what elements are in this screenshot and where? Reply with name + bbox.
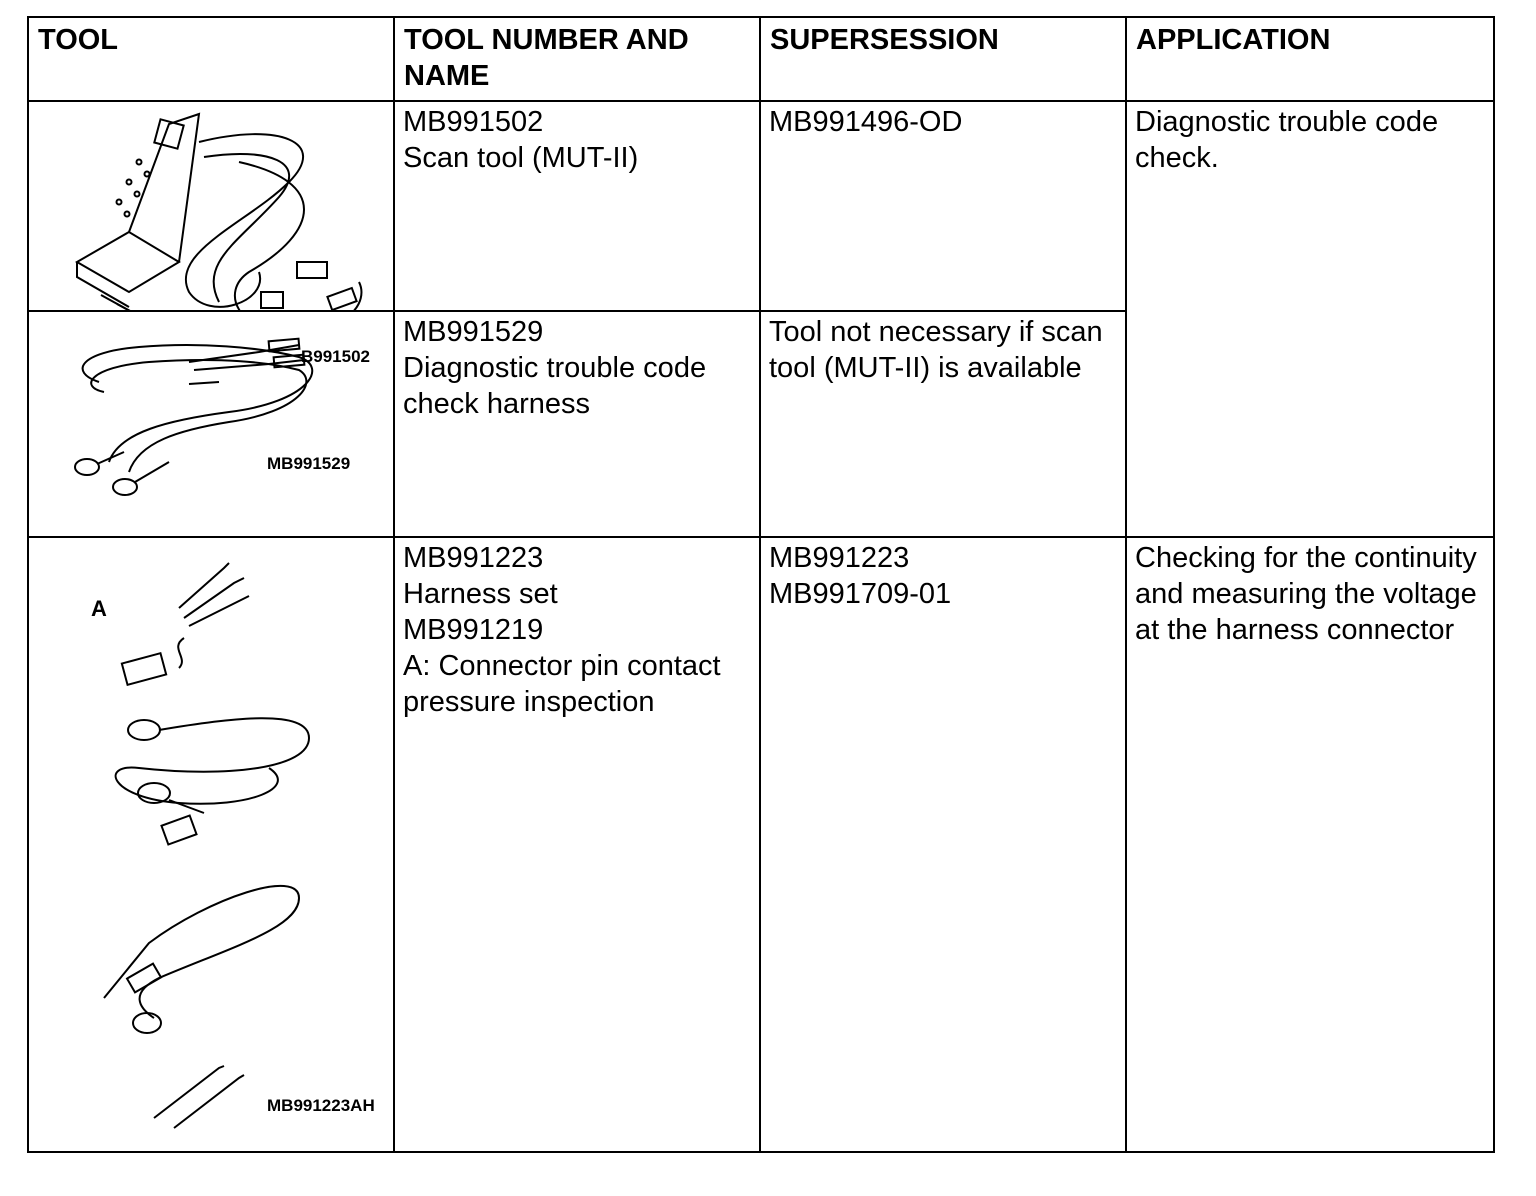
application-text: Diagnostic trouble code check.: [1135, 106, 1439, 174]
application-cell: [1126, 537, 1494, 1152]
tool-number-and-name-cell: [394, 101, 760, 311]
supersession-cell: [760, 311, 1126, 537]
special-tools-table: [27, 16, 1495, 1153]
figure-label: MB991529: [267, 454, 351, 473]
tool-number-secondary: MB991219: [403, 614, 544, 646]
supersession-value: Tool not necessary if scan tool (MUT-II) is available: [769, 316, 1103, 384]
supersession-value: MB991709-01: [769, 578, 952, 610]
scan-tool-illustration: [29, 102, 393, 310]
tool-number: MB991502: [403, 106, 544, 138]
tool-number: MB991223: [403, 542, 544, 574]
application-text: Checking for the continuity and measuring the voltage at the harness connector: [1135, 542, 1477, 646]
figure-label: MB991223AH: [267, 1096, 375, 1115]
supersession-value: MB991223: [769, 542, 910, 574]
supersession-cell: [760, 537, 1126, 1152]
harness-set-illustration: [29, 538, 393, 1151]
table-row: [28, 537, 1494, 1152]
tool-image-cell: [28, 101, 394, 366]
check-harness-illustration: [29, 312, 393, 536]
header-tool-number-and-name: TOOL NUMBER AND NAME: [394, 17, 760, 101]
tool-name-secondary: A: Connector pin contact pressure inspection: [403, 650, 721, 718]
figure-label: B991502: [301, 347, 371, 366]
supersession-cell: [760, 101, 1126, 311]
table-row: [28, 101, 1494, 311]
header-application: APPLICATION: [1126, 17, 1494, 101]
figure-callout: A: [91, 596, 107, 621]
tool-image-cell: [28, 311, 394, 537]
tool-number-and-name-cell: [394, 537, 760, 1152]
application-cell: [1126, 101, 1494, 537]
tool-name: Diagnostic trouble code check harness: [403, 352, 707, 420]
tool-number: MB991529: [403, 316, 544, 348]
tool-number-and-name-cell: [394, 311, 760, 537]
supersession-value: MB991496-OD: [769, 106, 963, 138]
header-tool: TOOL: [28, 17, 394, 101]
tool-image-cell: [28, 537, 394, 1152]
tool-name: Harness set: [403, 578, 558, 610]
header-row: [28, 17, 1494, 101]
header-supersession: SUPERSESSION: [760, 17, 1126, 101]
tool-name: Scan tool (MUT-II): [403, 142, 639, 174]
